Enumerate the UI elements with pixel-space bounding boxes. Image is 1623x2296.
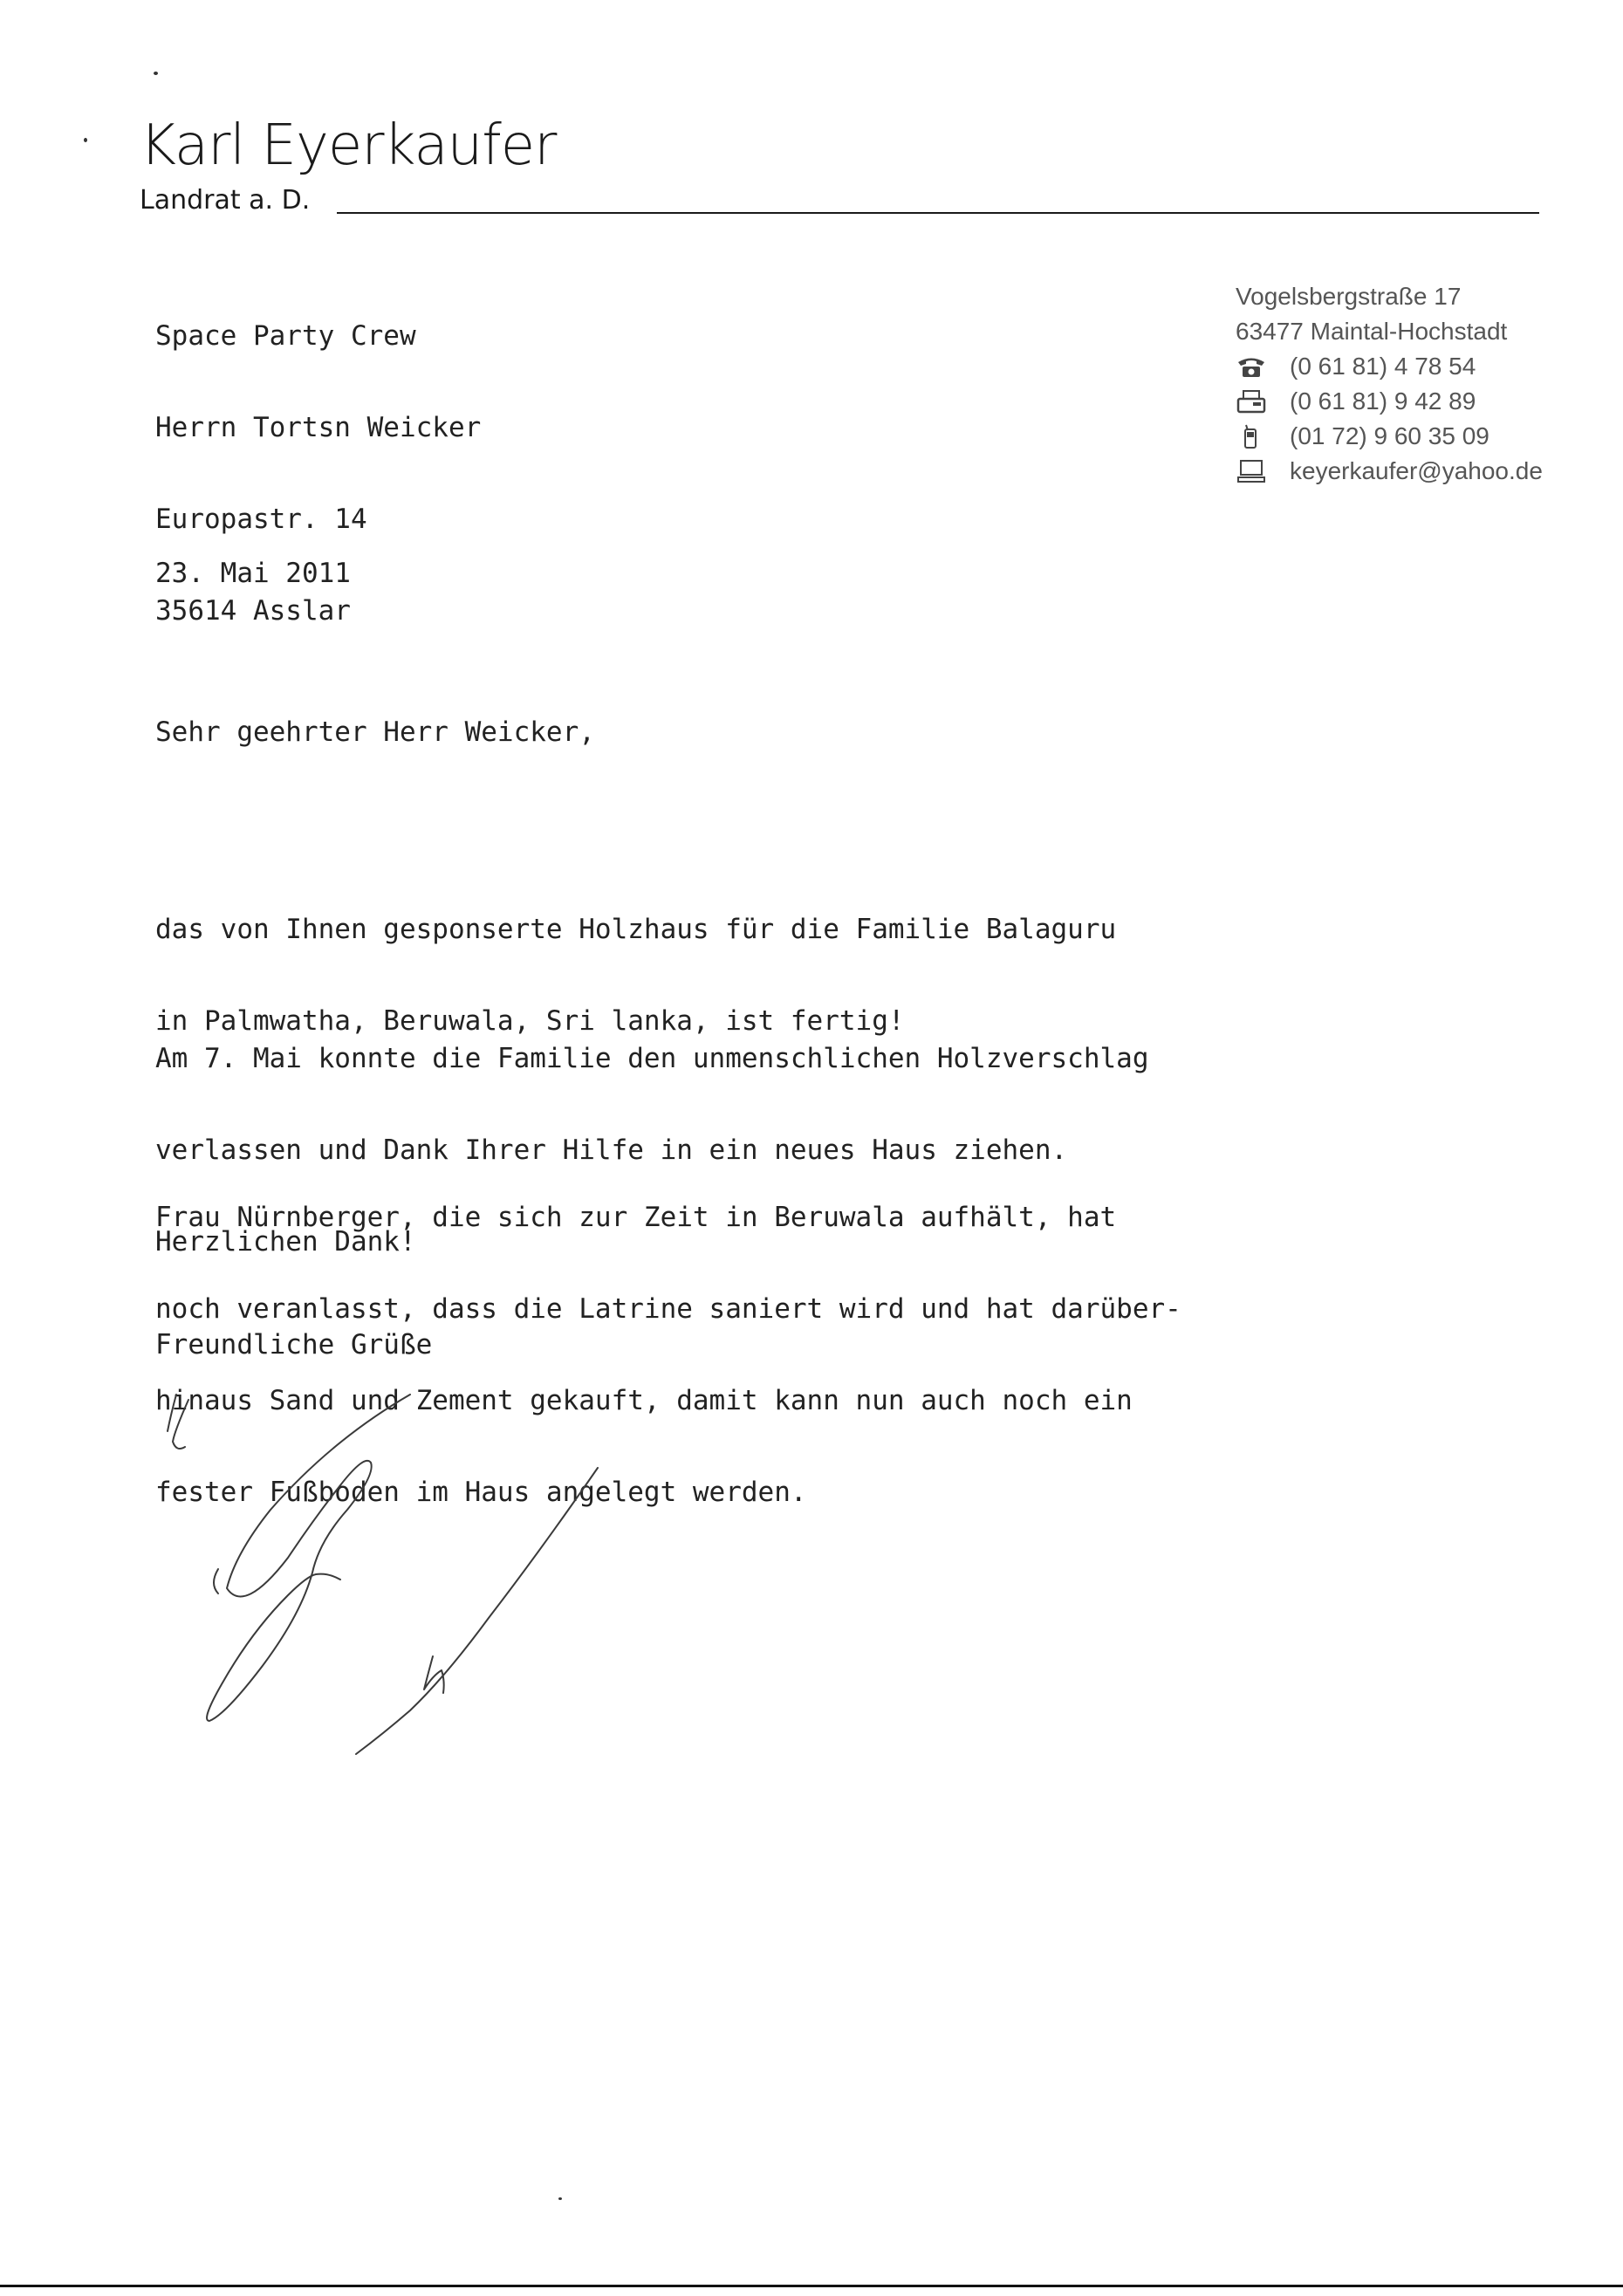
recipient-line: 35614 Asslar xyxy=(155,595,351,627)
fax-icon xyxy=(1236,389,1267,414)
contact-city-text: 63477 Maintal-Hochstadt xyxy=(1236,318,1508,345)
letter-date: 23. Mai 2011 xyxy=(155,558,351,589)
letterhead-name: Karl Eyerkaufer xyxy=(140,113,557,178)
mobile-phone-icon xyxy=(1236,424,1267,449)
body-line: das von Ihnen gesponserte Holzhaus für die Familie Balaguru xyxy=(155,914,1117,945)
sender-contact-block xyxy=(1236,279,1602,489)
contact-mobile xyxy=(1236,419,1602,454)
contact-street xyxy=(1236,279,1602,314)
contact-city xyxy=(1236,314,1602,349)
scan-speck xyxy=(558,2197,562,2200)
letterhead-rule xyxy=(337,212,1539,214)
contact-phone xyxy=(1236,349,1602,384)
contact-street-text: Vogelsbergstraße 17 xyxy=(1236,283,1462,310)
body-line: hinaus Sand und Zement gekauft, damit kann nun auch noch ein xyxy=(155,1385,1133,1416)
contact-fax xyxy=(1236,384,1602,419)
scan-speck xyxy=(154,72,158,75)
body-line: Frau Nürnberger, die sich zur Zeit in Beruwala aufhält, hat xyxy=(155,1202,1117,1233)
body-line: fester Fußboden im Haus angelegt werden. xyxy=(155,1477,807,1508)
contact-mobile-text: (01 72) 9 60 35 09 xyxy=(1290,422,1489,449)
scan-speck xyxy=(84,138,87,142)
body-line: verlassen und Dank Ihrer Hilfe in ein neues Haus ziehen. xyxy=(155,1134,1068,1166)
recipient-line: Europastr. 14 xyxy=(155,504,367,535)
contact-email-text: keyerkaufer@yahoo.de xyxy=(1290,457,1543,484)
recipient-line: Space Party Crew xyxy=(155,320,416,352)
recipient-line: Herrn Tortsn Weicker xyxy=(155,412,482,443)
scan-bottom-edge xyxy=(0,2285,1623,2287)
body-line: in Palmwatha, Beruwala, Sri lanka, ist fertig! xyxy=(155,1005,905,1037)
closing-greeting: Freundliche Grüße xyxy=(155,1329,433,1360)
recipient-address xyxy=(155,260,481,688)
body-line: Herzlichen Dank! xyxy=(155,1226,416,1258)
telephone-icon xyxy=(1236,354,1267,379)
contact-email xyxy=(1236,454,1602,489)
salutation: Sehr geehrter Herr Weicker, xyxy=(155,716,595,748)
contact-fax-text: (0 61 81) 9 42 89 xyxy=(1290,387,1476,415)
letterhead-title: Landrat a. D. xyxy=(140,185,311,216)
contact-phone-text: (0 61 81) 4 78 54 xyxy=(1290,353,1476,380)
body-line: Am 7. Mai konnte die Familie den unmenschlichen Holzverschlag xyxy=(155,1043,1149,1074)
body-line: noch veranlasst, dass die Latrine saniert wird und hat darüber- xyxy=(155,1293,1181,1325)
handwritten-signature xyxy=(157,1379,628,1763)
computer-icon xyxy=(1236,459,1267,483)
